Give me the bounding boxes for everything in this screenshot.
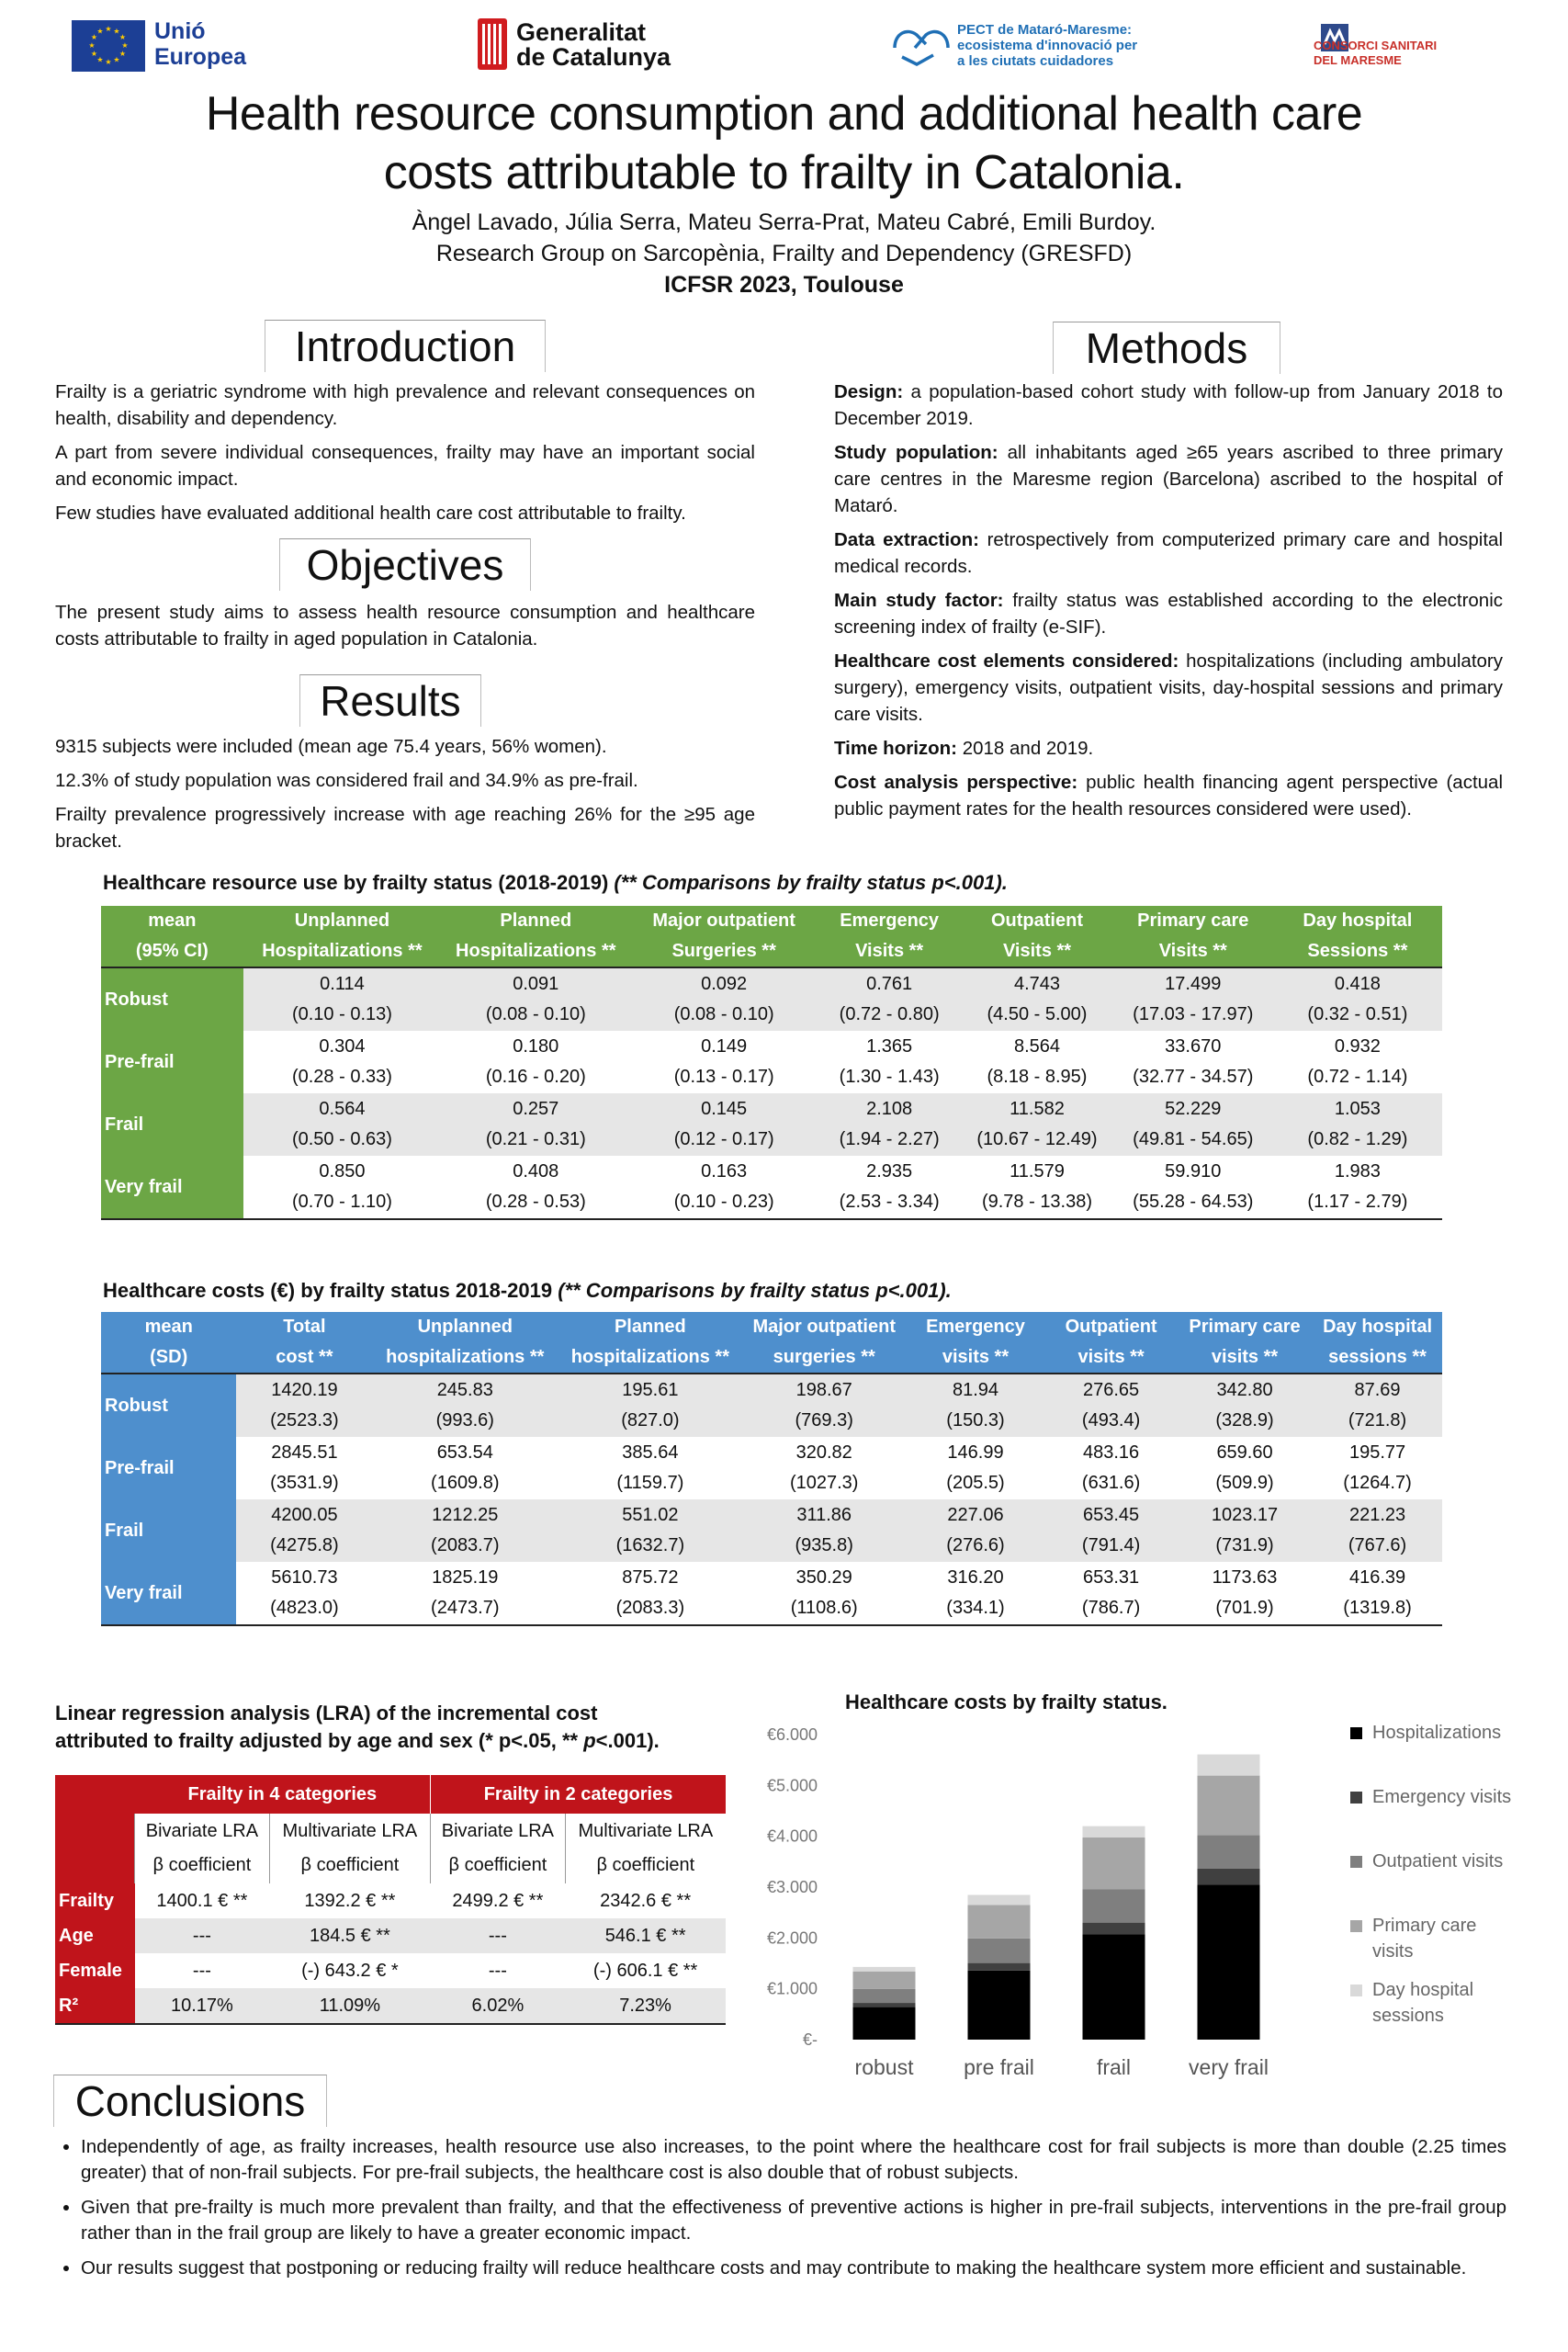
lra-cell: --- — [488, 1961, 507, 1981]
table-row — [101, 1093, 1442, 1156]
table-cell: 4.743 (4.50 - 5.00) — [961, 967, 1113, 1031]
objectives-heading: Objectives — [279, 538, 531, 591]
bar-segment — [1083, 1826, 1145, 1838]
table-cell: 11.582 (10.67 - 12.49) — [961, 1093, 1113, 1156]
legend-swatch — [1350, 1920, 1362, 1932]
table-cell: 875.72 (2083.3) — [558, 1562, 743, 1625]
methods-item-label: Cost analysis perspective: — [834, 772, 1078, 793]
table-cell: 483.16 (631.6) — [1081, 1442, 1141, 1493]
bar-segment — [1198, 1755, 1260, 1776]
table-row — [101, 1156, 1442, 1219]
methods-item-label: Time horizon: — [834, 738, 958, 759]
table-cell: 320.82 (1027.3) — [789, 1442, 859, 1493]
objectives-p1: The present study aims to assess health resource consumption and healthcare costs attributable to frailty in aged population in Catalonia. — [55, 602, 755, 650]
table-cell: 551.02 (1632.7) — [558, 1499, 743, 1562]
conclusion-item: • Our results suggest that postponing or reducing frailty will reduce healthcare costs and may contribute to making the healthcare system more efficient and sustainable. — [81, 2256, 1506, 2281]
lra-row-label: Female — [55, 1953, 135, 1988]
column-header: Day hospital sessions ** — [1313, 1312, 1442, 1374]
bar-segment — [1198, 1776, 1260, 1836]
research-group: Research Group on Sarcopènia, Frailty and Dependency (GRESFD) — [435, 241, 1133, 266]
methods-item — [834, 526, 1503, 580]
bar-segment — [968, 1971, 1031, 2040]
table-cell: 659.60 (509.9) — [1215, 1442, 1274, 1493]
x-tick-label: very frail — [1189, 2055, 1269, 2079]
column-header: mean (SD) — [101, 1312, 236, 1374]
conclusions-list — [55, 2134, 1506, 2290]
table-cell: 33.670 (32.77 - 34.57) — [1133, 1036, 1254, 1087]
results-p1: 9315 subjects were included (mean age 75.4 years, 56% women). — [55, 736, 607, 757]
table-cell: 1173.63 (701.9) — [1177, 1562, 1313, 1625]
column-header: Primary care visits ** — [1177, 1312, 1313, 1374]
methods-item-label: Main study factor: — [834, 590, 1004, 611]
row-label: Robust — [101, 1374, 236, 1437]
y-tick-label: €2.000 — [766, 1928, 818, 1948]
poster-title: Health resource consumption and additional health care costs attributable to frailty in Catalonia. — [205, 87, 1363, 199]
table-cell: 1.983 (1.17 - 2.79) — [1273, 1156, 1442, 1219]
introduction-heading: Introduction — [265, 320, 546, 372]
column-header: Primary care Visits ** — [1113, 906, 1273, 967]
table-cell: 87.69 (721.8) — [1313, 1374, 1442, 1437]
row-label: Very frail — [101, 1562, 236, 1625]
table-cell: 653.54 (1609.8) — [431, 1442, 500, 1493]
legend-swatch — [1350, 1792, 1362, 1804]
y-tick-label: €- — [802, 2030, 818, 2049]
bar-segment — [968, 1905, 1031, 1939]
bar-segment — [853, 2007, 916, 2040]
methods-item — [834, 735, 1503, 762]
bar-segment — [968, 1939, 1031, 1963]
csm-logo-text: CONSORCI SANITARI DEL MARESME — [1314, 39, 1438, 67]
legend-swatch — [1350, 1856, 1362, 1868]
legend-label: visits — [1372, 1941, 1414, 1962]
lra-subheader: Multivariate LRA β coefficient — [269, 1814, 430, 1883]
methods-item-label: Data extraction: — [834, 529, 979, 550]
costs-stacked-bar-chart — [753, 1718, 1543, 2104]
table-cell: 0.163 (0.10 - 0.23) — [630, 1156, 818, 1219]
table-cell: 0.149 (0.13 - 0.17) — [673, 1036, 774, 1087]
conclusions-heading: Conclusions — [53, 2075, 327, 2127]
lra-cell: 1392.2 € ** — [304, 1891, 396, 1911]
lra-row — [55, 1953, 726, 1988]
table1-title: Healthcare resource use by frailty status (2018-2019) (** Comparisons by frailty status p<.001). — [103, 871, 1008, 894]
results-text — [55, 733, 755, 862]
y-tick-label: €5.000 — [766, 1776, 818, 1795]
lra-subheader: Multivariate LRA β coefficient — [565, 1814, 726, 1883]
table-cell: 350.29 (1108.6) — [743, 1562, 906, 1625]
lra-table — [55, 1775, 726, 2025]
methods-item — [834, 769, 1503, 822]
lra-row-label: Frailty — [55, 1883, 135, 1918]
bar-segment — [1198, 1884, 1260, 2040]
lra-cell: 11.09% — [269, 1988, 430, 2024]
lra-group-4cat: Frailty in 4 categories — [135, 1775, 431, 1814]
introduction-p2: A part from severe individual consequences, frailty may have an important social and economic impact. — [55, 442, 755, 490]
lra-cell: 6.02% — [431, 1988, 566, 2024]
header-row — [101, 906, 1442, 967]
results-p3: Frailty prevalence progressively increase with age reaching 26% for the ≥95 age bracket. — [55, 804, 755, 852]
table-cell: 0.114 (0.10 - 0.13) — [243, 967, 442, 1031]
column-header: Planned Hospitalizations ** — [441, 906, 630, 967]
bar-segment — [1083, 1934, 1145, 2040]
column-header: Major outpatient Surgeries ** — [630, 906, 818, 967]
introduction-text — [55, 379, 755, 534]
column-header: Outpatient visits ** — [1045, 1312, 1177, 1374]
methods-item-text: all inhabitants aged ≥65 years ascribed to three primary care centres in the Maresme region (Barcelona) ascribed to the hospital of Mataró. — [834, 442, 1503, 516]
bar-segment — [853, 2003, 916, 2007]
methods-item — [834, 587, 1503, 640]
svg-text:★: ★ — [121, 41, 129, 50]
column-header: Unplanned Hospitalizations ** — [243, 906, 442, 967]
table-cell: 0.257 (0.21 - 0.31) — [441, 1093, 630, 1156]
table-cell: 2.935 (2.53 - 3.34) — [818, 1156, 961, 1219]
legend-label: sessions — [1372, 2006, 1444, 2026]
lra-cell: 184.5 € ** — [269, 1918, 430, 1953]
bar-segment — [853, 1972, 916, 1989]
table-cell: 195.77 (1264.7) — [1343, 1442, 1412, 1493]
table-cell: 0.408 (0.28 - 0.53) — [441, 1156, 630, 1219]
table-cell: 653.45 (791.4) — [1045, 1499, 1177, 1562]
svg-text:★: ★ — [118, 33, 127, 41]
methods-item-text: hospitalizations (including ambulatory surgery), emergency visits, outpatient visits, day-hospital sessions and primary care visits. — [834, 650, 1503, 725]
table-cell: 1.053 (0.82 - 1.29) — [1273, 1093, 1442, 1156]
svg-text:★: ★ — [90, 33, 98, 41]
table-row — [101, 1437, 1442, 1499]
table-cell: 52.229 (49.81 - 54.65) — [1113, 1093, 1273, 1156]
pect-hands-icon — [889, 20, 953, 72]
lra-subheader: Bivariate LRA β coefficient — [135, 1814, 270, 1883]
lra-cell: --- — [135, 1918, 270, 1953]
x-tick-label: robust — [854, 2055, 914, 2079]
table-cell: 342.80 (328.9) — [1177, 1374, 1313, 1437]
column-header: Day hospital Sessions ** — [1273, 906, 1442, 967]
column-header: Total cost ** — [236, 1312, 372, 1374]
methods-item-text: 2018 and 2019. — [957, 738, 1094, 759]
authors: Àngel Lavado, Júlia Serra, Mateu Serra-Prat, Mateu Cabré, Emili Burdoy. — [412, 209, 1156, 235]
logo-row — [0, 15, 1568, 79]
table-row — [101, 1374, 1442, 1437]
table-row — [101, 1499, 1442, 1562]
x-tick-label: frail — [1096, 2055, 1132, 2079]
eu-flag-logo — [72, 20, 145, 72]
header-row — [101, 1312, 1442, 1374]
table-cell: 8.564 (8.18 - 8.95) — [987, 1036, 1088, 1087]
lra-group-2cat: Frailty in 2 categories — [431, 1775, 726, 1814]
legend-label: Day hospital — [1372, 1980, 1474, 2000]
legend-label: Hospitalizations — [1372, 1723, 1502, 1743]
table-cell: 221.23 (767.6) — [1313, 1499, 1442, 1562]
column-header: Planned hospitalizations ** — [558, 1312, 743, 1374]
table2-title: Healthcare costs (€) by frailty status 2018-2019 (** Comparisons by frailty status p<.001). — [103, 1279, 952, 1302]
methods-item — [834, 648, 1503, 728]
table-cell: 81.94 (150.3) — [906, 1374, 1045, 1437]
lra-subheader: Bivariate LRA β coefficient — [431, 1814, 566, 1883]
table-cell: 316.20 (334.1) — [906, 1562, 1045, 1625]
methods-heading: Methods — [1053, 322, 1280, 374]
healthcare-costs-table — [101, 1312, 1442, 1626]
lra-cell: 1400.1 € ** — [156, 1891, 248, 1911]
legend-label: Outpatient visits — [1372, 1851, 1504, 1871]
svg-text:★: ★ — [105, 25, 112, 33]
methods-item-text: a population-based cohort study with follow-up from January 2018 to December 2019. — [834, 381, 1503, 429]
bar-segment — [1198, 1836, 1260, 1869]
lra-title: Linear regression analysis (LRA) of the incremental cost attributed to frailty adjusted by age and sex (* p<.05, ** p<.001). — [55, 1702, 660, 1752]
table-cell: 5610.73 (4823.0) — [236, 1562, 372, 1625]
table-cell: 0.145 (0.12 - 0.17) — [630, 1093, 818, 1156]
table-cell: 227.06 (276.6) — [906, 1499, 1045, 1562]
row-label: Frail — [101, 1093, 243, 1156]
table-cell: 1.365 (1.30 - 1.43) — [839, 1036, 940, 1087]
column-header: Emergency visits ** — [906, 1312, 1045, 1374]
methods-item — [834, 379, 1503, 432]
legend-label: Emergency visits — [1372, 1787, 1512, 1807]
lra-cell: --- — [192, 1961, 211, 1981]
legend-swatch — [1350, 1984, 1362, 1996]
methods-item-text: public health financing agent perspective (actual public payment rates for the health resources considered were used). — [834, 772, 1503, 820]
lra-cell: (-) 643.2 € * — [301, 1961, 399, 1981]
table-cell: 0.180 (0.16 - 0.20) — [485, 1036, 586, 1087]
y-tick-label: €1.000 — [766, 1979, 818, 1998]
table-cell: 0.932 (0.72 - 1.14) — [1307, 1036, 1408, 1087]
table-row — [101, 967, 1442, 1031]
methods-item-text: retrospectively from computerized primary care and hospital medical records. — [834, 529, 1503, 577]
methods-item — [834, 439, 1503, 519]
column-header: Emergency Visits ** — [818, 906, 961, 967]
lra-row — [55, 1988, 726, 2024]
table-cell: 276.65 (493.4) — [1045, 1374, 1177, 1437]
methods-item-label: Study population: — [834, 442, 998, 463]
table-cell: 2.108 (1.94 - 2.27) — [818, 1093, 961, 1156]
table-cell: 1023.17 (731.9) — [1177, 1499, 1313, 1562]
methods-item-label: Healthcare cost elements considered: — [834, 650, 1179, 672]
lra-cell: 2499.2 € ** — [452, 1891, 544, 1911]
results-heading: Results — [299, 674, 481, 727]
row-label: Frail — [101, 1499, 236, 1562]
table-cell: 59.910 (55.28 - 64.53) — [1113, 1156, 1273, 1219]
table-row — [101, 1031, 1442, 1093]
lra-cell: --- — [431, 1918, 566, 1953]
legend-swatch — [1350, 1727, 1362, 1739]
table-cell: 311.86 (935.8) — [743, 1499, 906, 1562]
lra-sub-corner — [55, 1814, 135, 1883]
row-label: Pre-frail — [101, 1437, 236, 1499]
bar-segment — [853, 1989, 916, 2003]
table-cell: 416.39 (1319.8) — [1313, 1562, 1442, 1625]
bar-segment — [1083, 1838, 1145, 1890]
column-header: Major outpatient surgeries ** — [743, 1312, 906, 1374]
svg-text:★: ★ — [88, 41, 96, 50]
conclusion-item: • Given that pre-frailty is much more prevalent than frailty, and that the effectiveness of preventive actions is higher in pre-frail subjects, interventions in the pre-frail group rather than in the frail group are likely to have a greater economic impact. — [81, 2195, 1506, 2246]
legend-label: Primary care — [1372, 1916, 1477, 1936]
table-cell: 0.418 (0.32 - 0.51) — [1273, 967, 1442, 1031]
bar-segment — [1083, 1889, 1145, 1922]
table-cell: 1420.19 (2523.3) — [236, 1374, 372, 1437]
table-cell: 385.64 (1159.7) — [616, 1442, 684, 1493]
table-cell: 1212.25 (2083.7) — [372, 1499, 558, 1562]
bar-segment — [1198, 1869, 1260, 1884]
bar-segment — [968, 1963, 1031, 1971]
introduction-p1: Frailty is a geriatric syndrome with high prevalence and relevant consequences on health, disability and dependency. — [55, 381, 755, 429]
table-cell: 653.31 (786.7) — [1045, 1562, 1177, 1625]
y-tick-label: €6.000 — [766, 1725, 818, 1744]
row-label: Very frail — [101, 1156, 243, 1219]
svg-text:★: ★ — [113, 27, 120, 36]
eu-stars-icon — [72, 20, 145, 72]
lra-cell: 546.1 € ** — [565, 1918, 726, 1953]
table-cell: 0.304 (0.28 - 0.33) — [291, 1036, 392, 1087]
lra-cell: 10.17% — [135, 1988, 270, 2024]
results-p2: 12.3% of study population was considered frail and 34.9% as pre-frail. — [55, 770, 638, 791]
table-row — [101, 1562, 1442, 1625]
conference: ICFSR 2023, Toulouse — [664, 272, 904, 298]
svg-text:★: ★ — [96, 55, 104, 64]
gencat-stripes-icon — [478, 18, 507, 70]
lra-row — [55, 1918, 726, 1953]
table-cell: 0.564 (0.50 - 0.63) — [243, 1093, 442, 1156]
y-tick-label: €4.000 — [766, 1826, 818, 1846]
methods-text — [834, 379, 1503, 830]
lra-cell: 7.23% — [565, 1988, 726, 2024]
table-cell: 4200.05 (4275.8) — [236, 1499, 372, 1562]
row-label: Pre-frail — [101, 1031, 243, 1093]
lra-row-label: Age — [55, 1918, 135, 1953]
svg-text:★: ★ — [105, 58, 112, 66]
lra-corner — [55, 1775, 135, 1814]
table-cell: 0.092 (0.08 - 0.10) — [630, 967, 818, 1031]
column-header: mean (95% CI) — [101, 906, 243, 967]
table-cell: 195.61 (827.0) — [558, 1374, 743, 1437]
table-cell: 2845.51 (3531.9) — [270, 1442, 339, 1493]
svg-text:★: ★ — [118, 50, 127, 58]
table-cell: 146.99 (205.5) — [946, 1442, 1005, 1493]
chart-title: Healthcare costs by frailty status. — [845, 1690, 1168, 1713]
table-cell: 17.499 (17.03 - 17.97) — [1113, 967, 1273, 1031]
bar-segment — [1083, 1923, 1145, 1935]
methods-item-label: Design: — [834, 381, 904, 402]
lra-row-label: R² — [55, 1988, 135, 2024]
column-header: Unplanned hospitalizations ** — [372, 1312, 558, 1374]
svg-text:★: ★ — [96, 27, 104, 36]
table-cell: 11.579 (9.78 - 13.38) — [961, 1156, 1113, 1219]
introduction-p3: Few studies have evaluated additional health care cost attributable to frailty. — [55, 503, 686, 524]
row-label: Robust — [101, 967, 243, 1031]
eu-logo-text: Unió Europea — [154, 18, 247, 70]
lra-cell: 2342.6 € ** — [600, 1891, 692, 1911]
svg-text:★: ★ — [113, 55, 120, 64]
conclusion-item: • Independently of age, as frailty increases, health resource use also increases, to the point where the healthcare cost for frail subjects is more than double (2.25 times greater) that of non-frail subjects. For pre-frail subjects, the healthcare cost is also double that of robust subjects. — [81, 2134, 1506, 2186]
pect-logo-text: PECT de Mataró-Maresme: ecosistema d'innovació per a les ciutats cuidadores — [957, 22, 1138, 69]
objectives-text — [55, 599, 755, 660]
methods-item-text: frailty status was established according to the electronic screening index of frailty (e-SIF). — [834, 590, 1503, 638]
lra-row — [55, 1883, 726, 1918]
bar-segment — [853, 1967, 916, 1972]
y-tick-label: €3.000 — [766, 1878, 818, 1896]
table-cell: 245.83 (993.6) — [372, 1374, 558, 1437]
table-cell: 0.761 (0.72 - 0.80) — [818, 967, 961, 1031]
resource-use-table — [101, 906, 1442, 1220]
table-cell: 0.091 (0.08 - 0.10) — [441, 967, 630, 1031]
column-header: Outpatient Visits ** — [961, 906, 1113, 967]
table-cell: 198.67 (769.3) — [743, 1374, 906, 1437]
gencat-logo-text: Generalitat de Catalunya — [516, 18, 671, 71]
svg-text:★: ★ — [90, 50, 98, 58]
lra-cell: (-) 606.1 € ** — [592, 1961, 698, 1981]
bar-segment — [968, 1895, 1031, 1905]
table-cell: 1825.19 (2473.7) — [372, 1562, 558, 1625]
x-tick-label: pre frail — [964, 2055, 1034, 2079]
table-cell: 0.850 (0.70 - 1.10) — [243, 1156, 442, 1219]
